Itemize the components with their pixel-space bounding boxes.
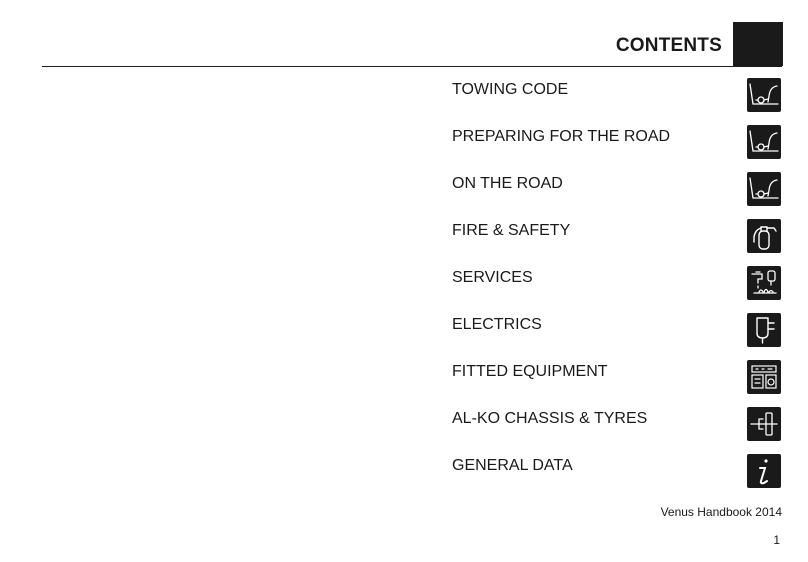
contents-item-label: FIRE & SAFETY — [452, 222, 571, 239]
title-divider — [42, 66, 782, 67]
towing-icon — [747, 125, 781, 159]
contents-item-fitted-equipment[interactable] — [452, 360, 782, 396]
footer-book-title: Venus Handbook 2014 — [660, 505, 782, 519]
contents-item-preparing-for-the-road[interactable] — [452, 125, 782, 161]
towing-icon — [747, 78, 781, 112]
appliances-icon — [747, 360, 781, 394]
contents-item-label: TOWING CODE — [452, 81, 569, 98]
contents-item-label: AL-KO CHASSIS & TYRES — [452, 410, 648, 427]
page-title: CONTENTS — [615, 35, 722, 56]
title-block — [733, 22, 783, 66]
contents-item-electrics[interactable] — [452, 313, 782, 349]
info-icon — [747, 454, 781, 488]
contents-item-fire-and-safety[interactable] — [452, 219, 782, 255]
contents-item-label: GENERAL DATA — [452, 457, 573, 474]
tap-and-gas-icon — [747, 266, 781, 300]
contents-item-alko-chassis-and-tyres[interactable] — [452, 407, 782, 443]
chassis-icon — [747, 407, 781, 441]
contents-item-label: SERVICES — [452, 269, 533, 286]
contents-item-towing-code[interactable] — [452, 78, 782, 114]
contents-item-services[interactable] — [452, 266, 782, 302]
fire-extinguisher-icon — [747, 219, 781, 253]
contents-item-on-the-road[interactable] — [452, 172, 782, 208]
towing-icon — [747, 172, 781, 206]
contents-item-label: PREPARING FOR THE ROAD — [452, 128, 671, 145]
page-number: 1 — [773, 533, 780, 547]
contents-item-label: ON THE ROAD — [452, 175, 563, 192]
contents-item-general-data[interactable] — [452, 454, 782, 490]
contents-item-label: ELECTRICS — [452, 316, 542, 333]
plug-icon — [747, 313, 781, 347]
contents-item-label: FITTED EQUIPMENT — [452, 363, 608, 380]
